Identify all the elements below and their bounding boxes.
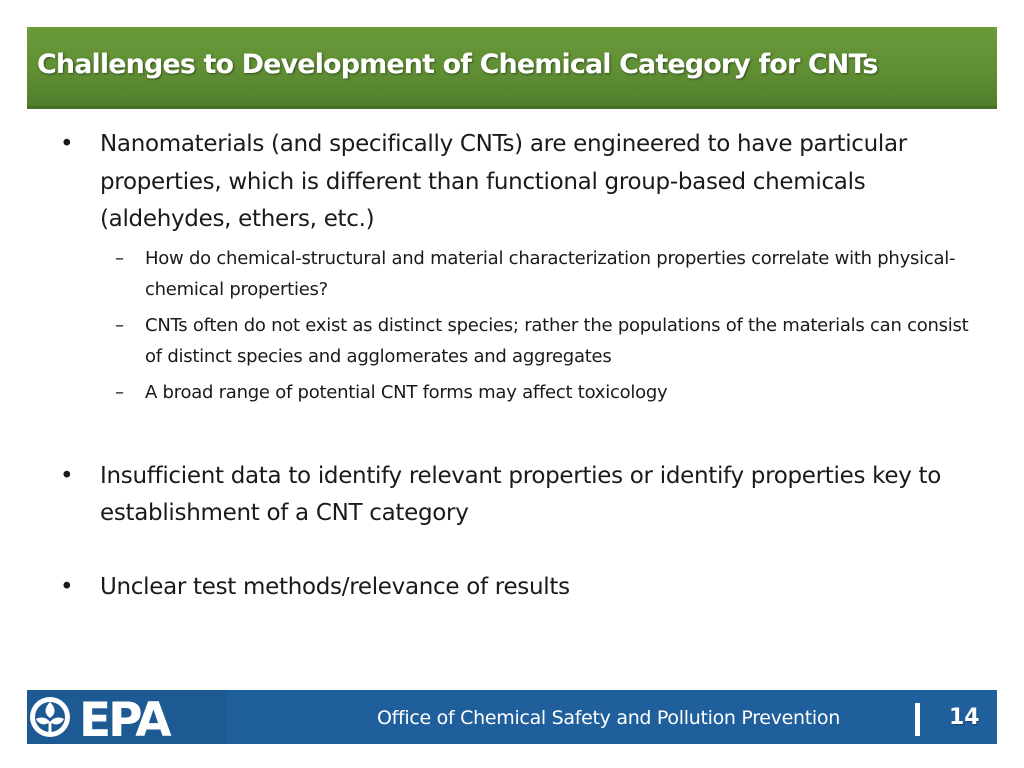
sub-bullet-item [115, 310, 980, 372]
office-name: Office of Chemical Safety and Pollution Prevention [377, 707, 840, 729]
bullet-text: Nanomaterials (and specifically CNTs) are engineered to have particular properties, which is different than functional group-based chemicals (aldehydes, ethers, etc.) [100, 131, 907, 232]
epa-logo [27, 694, 227, 740]
sub-bullet-text: A broad range of potential CNT forms may affect toxicology [145, 381, 668, 403]
bullet-marker: • [60, 573, 74, 600]
bullet-item [60, 458, 980, 533]
footer-separator [915, 703, 920, 736]
slide-content [60, 126, 980, 606]
spacer [60, 533, 980, 569]
bullet-text: Unclear test methods/relevance of results [100, 573, 570, 600]
bullet-text: Insufficient data to identify relevant properties or identify properties key to establishment of a CNT category [100, 462, 942, 526]
sub-bullet-text: CNTs often do not exist as distinct species; rather the populations of the materials can consist of distinct species and agglomerates and aggregates [145, 314, 969, 367]
sub-bullet-text: How do chemical-structural and material characterization properties correlate with physical-chemical properties? [145, 247, 956, 300]
slide-title: Challenges to Development of Chemical Category for CNTs [37, 49, 878, 80]
sub-bullet-item [115, 243, 980, 305]
footer-bar [27, 690, 997, 744]
bullet-item [60, 126, 980, 239]
title-bar [27, 27, 997, 109]
sub-bullet-marker: – [115, 247, 124, 269]
bullet-marker: • [60, 131, 74, 157]
spacer [60, 413, 980, 458]
bullet-item [60, 569, 980, 607]
page-number: 14 [949, 705, 980, 730]
sub-bullet-marker: – [115, 381, 124, 403]
sub-bullet-list [115, 243, 980, 408]
bullet-marker: • [60, 462, 74, 489]
sub-bullet-marker: – [115, 314, 124, 336]
epa-flower-icon [30, 697, 70, 737]
epa-logo-text: EPA [79, 694, 169, 740]
sub-bullet-item [115, 377, 980, 408]
